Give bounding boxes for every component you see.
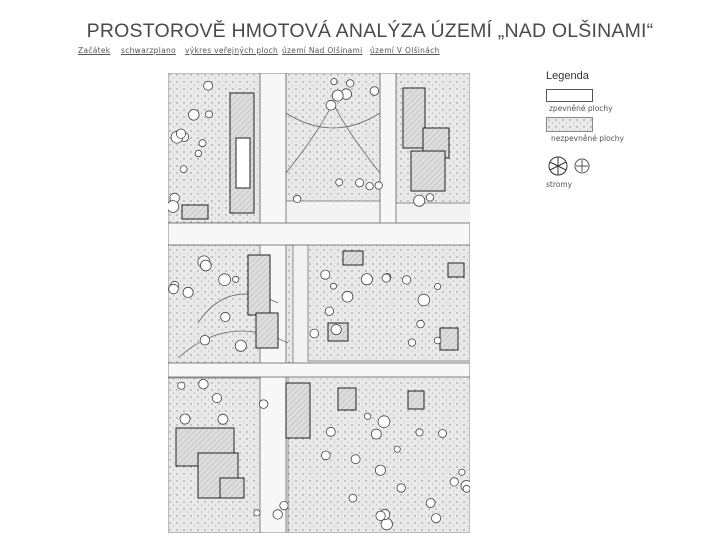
tree-canopy	[221, 312, 230, 321]
tree-canopy	[394, 446, 400, 452]
tree-canopy	[254, 510, 260, 516]
tree-canopy	[416, 429, 423, 436]
nav-link-v-olsinach[interactable]: území V Olšinách	[370, 46, 440, 55]
legend-swatch-trees	[546, 154, 596, 178]
nav-link-public-spaces[interactable]: výkres veřejných ploch	[185, 46, 279, 55]
tree-canopy	[212, 394, 221, 403]
tree-canopy	[204, 81, 213, 90]
tree-canopy	[180, 414, 190, 424]
legend-swatch-paved	[546, 89, 593, 102]
tree-canopy	[375, 182, 382, 189]
tree-canopy	[397, 484, 405, 492]
tree-canopy	[414, 195, 425, 206]
tree-canopy	[195, 150, 202, 157]
tree-canopy	[310, 329, 319, 338]
tree-canopy	[235, 340, 246, 351]
tree-canopy	[435, 283, 441, 289]
tree-canopy	[331, 283, 337, 289]
tree-canopy	[434, 337, 441, 344]
tree-canopy	[376, 511, 385, 520]
tree-canopy	[463, 485, 470, 492]
tree-canopy	[321, 451, 330, 460]
tree-canopy	[280, 501, 288, 509]
tree-canopy	[361, 274, 372, 285]
tree-canopy	[180, 166, 187, 173]
tree-canopy	[233, 276, 239, 282]
tree-canopy	[342, 291, 353, 302]
tree-canopy	[356, 179, 364, 187]
legend-title: Legenda	[546, 70, 589, 82]
tree-canopy	[417, 320, 425, 328]
tree-canopy	[259, 400, 268, 409]
nav-link-nad-olsinami[interactable]: území Nad Olšinami	[282, 46, 363, 55]
site-plan-map	[168, 73, 470, 533]
tree-canopy	[432, 514, 441, 523]
tree-canopy	[349, 494, 357, 502]
tree-canopy	[439, 430, 447, 438]
tree-canopy	[183, 287, 193, 297]
tree-canopy	[199, 379, 209, 389]
legend-label-paved: zpevněné plochy	[549, 104, 613, 113]
tree-canopy	[378, 416, 390, 428]
tree-icon	[549, 157, 567, 175]
tree-canopy	[176, 129, 185, 138]
tree-canopy	[370, 87, 379, 96]
tree-canopy	[331, 79, 337, 85]
page-title: PROSTOROVĚ HMOTOVÁ ANALÝZA ÚZEMÍ „NAD OLŠINAMI“	[86, 20, 654, 42]
tree-canopy	[189, 110, 200, 121]
tree-canopy	[178, 382, 185, 389]
tree-canopy	[402, 276, 410, 284]
tree-canopy	[218, 414, 228, 424]
tree-canopy	[418, 294, 430, 306]
tree-canopy	[347, 80, 354, 87]
tree-canopy	[169, 284, 179, 294]
legend	[544, 70, 654, 189]
tree-canopy	[331, 325, 341, 335]
legend-label-unpaved: nezpevněné plochy	[551, 134, 624, 143]
tree-canopy	[206, 111, 213, 118]
tree-canopy	[200, 260, 211, 271]
tree-canopy	[168, 201, 179, 213]
tree-canopy	[332, 90, 343, 101]
tree-canopy	[364, 413, 370, 419]
tree-canopy	[371, 429, 381, 439]
tree-canopy	[199, 140, 206, 147]
tree-canopy	[426, 194, 434, 202]
tree-canopy	[351, 455, 360, 464]
tree-canopy	[326, 427, 335, 436]
tree-canopy	[336, 179, 343, 186]
tree-canopy	[408, 339, 415, 346]
tree-canopy	[326, 100, 336, 110]
tree-icon	[575, 159, 589, 173]
legend-swatch-unpaved	[546, 117, 593, 132]
nav-link-start[interactable]: Začátek	[78, 46, 111, 55]
tree-canopy	[450, 478, 458, 486]
tree-canopy	[321, 270, 330, 279]
tree-canopy	[200, 335, 210, 345]
tree-canopy	[273, 510, 282, 519]
tree-canopy	[366, 183, 373, 190]
tree-canopy	[325, 307, 333, 315]
tree-canopy	[426, 499, 435, 508]
tree-canopy	[375, 465, 385, 475]
tree-canopy	[459, 469, 465, 475]
tree-canopy	[219, 274, 231, 286]
tree-canopy	[382, 274, 390, 282]
nav-link-schwarzplan[interactable]: schwarzplano	[121, 46, 176, 55]
legend-label-trees: stromy	[546, 180, 573, 189]
tree-canopy	[294, 195, 301, 202]
